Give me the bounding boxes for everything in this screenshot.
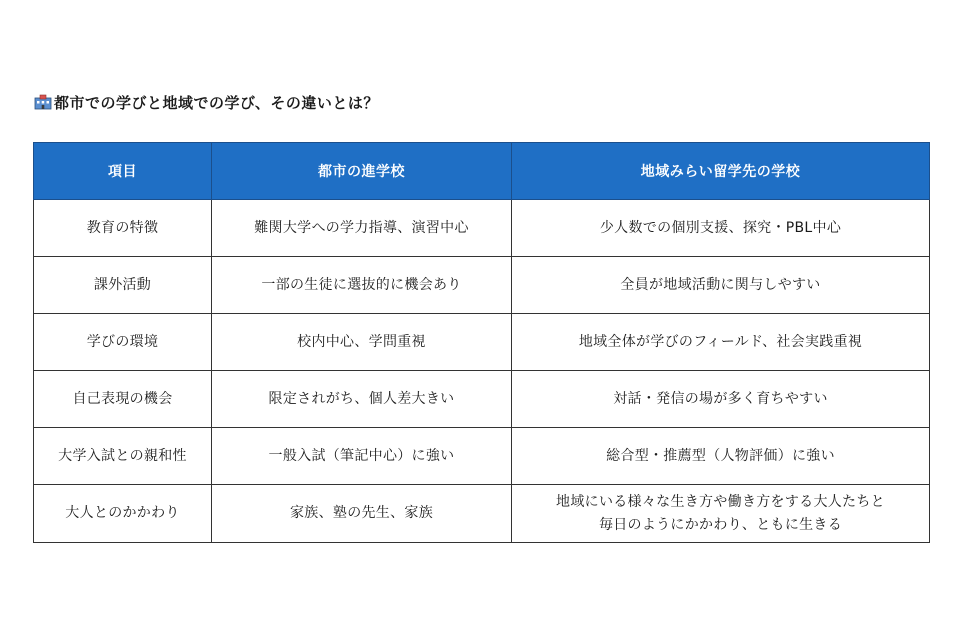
cell-line: 毎日のようにかかわり、ともに生きる bbox=[598, 516, 843, 533]
row-item-label: 自己表現の機会 bbox=[34, 371, 212, 428]
table-row bbox=[34, 371, 930, 428]
city-school-cell: 難関大学への学力指導、演習中心 bbox=[212, 200, 512, 257]
table-row bbox=[34, 257, 930, 314]
comparison-table bbox=[33, 142, 930, 543]
cell-line: 対話・発信の場が多く育ちやすい bbox=[613, 390, 828, 407]
table-row bbox=[34, 200, 930, 257]
section-heading bbox=[34, 92, 379, 112]
cell-line: 少人数での個別支援、探究・PBL中心 bbox=[599, 219, 842, 236]
table-header-row bbox=[34, 143, 930, 200]
table-row bbox=[34, 314, 930, 371]
regional-school-cell bbox=[512, 428, 930, 485]
city-school-cell: 校内中心、学問重視 bbox=[212, 314, 512, 371]
row-item-label: 教育の特徴 bbox=[34, 200, 212, 257]
city-school-cell: 家族、塾の先生、家族 bbox=[212, 485, 512, 543]
row-item-label: 大学入試との親和性 bbox=[34, 428, 212, 485]
cell-line: 総合型・推薦型（人物評価）に強い bbox=[606, 447, 835, 464]
regional-school-cell bbox=[512, 200, 930, 257]
regional-school-cell bbox=[512, 257, 930, 314]
city-school-cell: 一部の生徒に選抜的に機会あり bbox=[212, 257, 512, 314]
heading-text: 都市での学びと地域での学び、その違いとは？ bbox=[54, 93, 379, 112]
regional-school-cell bbox=[512, 485, 930, 543]
table-row bbox=[34, 485, 930, 543]
cell-line: 全員が地域活動に関与しやすい bbox=[620, 276, 821, 293]
school-building-icon bbox=[34, 94, 52, 110]
cell-line: 地域にいる様々な生き方や働き方をする大人たちと bbox=[556, 494, 885, 511]
cell-line: 地域全体が学びのフィールド、社会実践重視 bbox=[578, 333, 863, 350]
column-header-city-school: 都市の進学校 bbox=[212, 143, 512, 200]
row-item-label: 学びの環境 bbox=[34, 314, 212, 371]
table-row bbox=[34, 428, 930, 485]
city-school-cell: 限定されがち、個人差大きい bbox=[212, 371, 512, 428]
row-item-label: 大人とのかかわり bbox=[34, 485, 212, 543]
regional-school-cell bbox=[512, 314, 930, 371]
column-header-item: 項目 bbox=[34, 143, 212, 200]
row-item-label: 課外活動 bbox=[34, 257, 212, 314]
column-header-regional-school: 地域みらい留学先の学校 bbox=[512, 143, 930, 200]
regional-school-cell bbox=[512, 371, 930, 428]
city-school-cell: 一般入試（筆記中心）に強い bbox=[212, 428, 512, 485]
